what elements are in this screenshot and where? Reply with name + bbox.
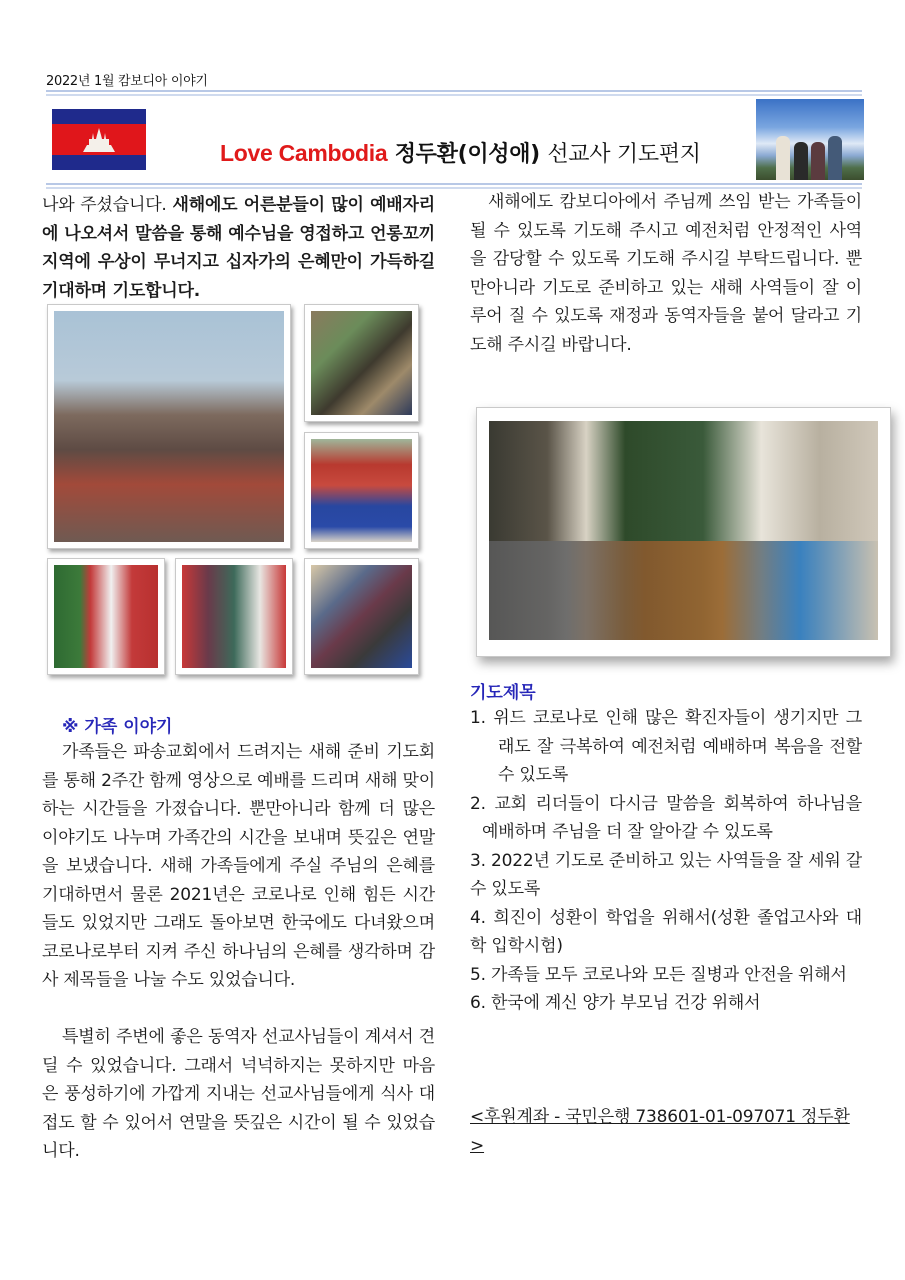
- title-missionary-name: 정두환(이성애): [394, 142, 540, 167]
- family-story-paragraph-1: 가족들은 파송교회에서 드려지는 새해 준비 기도회를 통해 2주간 함께 영상으로 예배를 드리며 새해 맞이하는 시간들을 가졌습니다. 뿐만아니라 함께 더 많은 이야기도 나누며 가족간의 시간을 보내며 뜻깊은 연말을 보냈습니다. 새해 가족들에게 주실 주님의 은혜를 기대하면서 물론 2021년은 코로나로 인해 힘든 시간들도 있었지만 그래도 돌아보면 한국에도 다녀왔으며 코로나로부터 지켜 주신 하나님의 은혜를 생각하며 감사 제목들을 나눌 수도 있었습니다.: [42, 742, 435, 990]
- family-portrait-photo: [756, 99, 864, 180]
- title-subtitle: 선교사 기도편지: [547, 142, 701, 167]
- intro-plain-text: 나와 주셨습니다.: [42, 195, 167, 215]
- intro-paragraph-left: [42, 191, 435, 305]
- title-love-cambodia: Love Cambodia: [220, 140, 388, 166]
- prayer-topics-list: [470, 704, 862, 1018]
- donation-account-info: <후원계좌 - 국민은행 738601-01-097071 정두환>: [470, 1107, 850, 1156]
- cambodia-flag-icon: [52, 109, 146, 170]
- header-top-rule: [46, 90, 862, 96]
- intro-bold-text: 새해에도 어른분들이 많이 예배자리에 나오셔서 말씀을 통해 예수님을 영접하고 언롱꼬끼 지역에 우상이 무너지고 십자가의 은혜만이 가득하길 기대하며 기도합니다.: [42, 195, 435, 301]
- angkor-wat-icon: [81, 127, 117, 152]
- youth-choir-photo: [304, 432, 419, 549]
- family-story-heading: ※ 가족 이야기: [62, 717, 173, 737]
- distribution-photo: [304, 304, 419, 422]
- prayer-topics-heading: 기도제목: [470, 683, 536, 703]
- prayer-item-3: 3. 2022년 기도로 준비하고 있는 사역들을 잘 세워 갈 수 있도록: [470, 850, 862, 899]
- church-crowd-photo: [47, 304, 291, 549]
- family-story-paragraph-2: 특별히 주변에 좋은 동역자 선교사님들이 계셔서 견딜 수 있었습니다. 그래서 넉넉하지는 못하지만 마음은 풍성하기에 가깝게 지내는 선교사님들에게 식사 대접도 할 수 있어서 연말을 뜻깊은 시간이 될 수 있었습니다.: [42, 1027, 435, 1161]
- letter-title: [220, 137, 701, 168]
- prayer-item-4: 4. 희진이 성환이 학업을 위해서(성환 졸업고사와 대학 입학시험): [470, 907, 862, 956]
- intro-paragraph-right: 새해에도 캄보디아에서 주님께 쓰임 받는 가족들이 될 수 있도록 기도해 주시고 예전처럼 안정적인 사역을 감당할 수 있도록 기도해 주시길 부탁드립니다. 뿐만아니라 기도로 준비하고 있는 새해 사역들이 잘 이루어 질 수 있도록 재정과 동역자들을 붙어 달라고 기도해 주시길 바랍니다.: [470, 192, 862, 355]
- prayer-item-2: 2. 교회 리더들이 다시금 말씀을 회복하여 하나님을 예배하며 주님을 더 잘 알아갈 수 있도록: [470, 793, 862, 842]
- gift-giving-photo: [175, 558, 293, 675]
- dinner-photo: [476, 407, 891, 657]
- christmas-tree-photo: [47, 558, 165, 675]
- newsletter-date-label: 2022년 1월 캄보디아 이야기: [46, 74, 208, 89]
- prayer-item-5: 5. 가족들 모두 코로나와 모든 질병과 안전을 위해서: [470, 964, 847, 985]
- prayer-item-6: 6. 한국에 계신 양가 부모님 건강 위해서: [470, 993, 761, 1013]
- prayer-item-1: 1. 위드 코로나로 인해 많은 확진자들이 생기지만 그래도 잘 극복하여 예전처럼 예배하며 복음을 전할 수 있도록: [470, 708, 862, 785]
- blessing-photo: [304, 558, 419, 675]
